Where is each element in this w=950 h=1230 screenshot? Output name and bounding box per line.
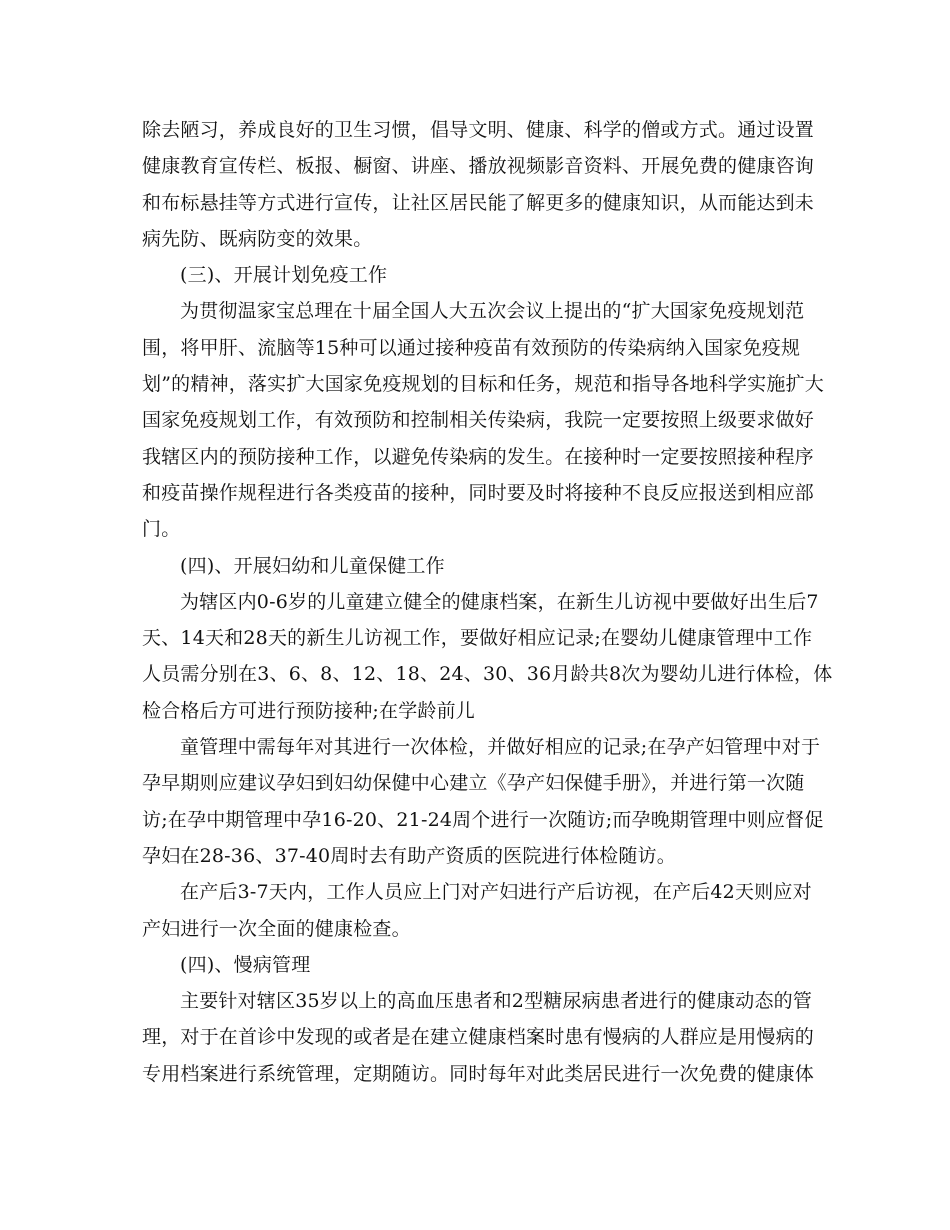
text-line: 孕早期则应建议孕妇到妇幼保健中心建立《孕产妇保健手册》，并进行第一次随	[142, 772, 805, 795]
text-line: 为贯彻温家宝总理在十届全国人大五次会议上提出的“扩大国家免疫规划范	[180, 300, 805, 323]
text-line: 专用档案进行系统管理，定期随访。同时每年对此类居民进行一次免费的健康体	[142, 1062, 815, 1085]
text-line: (四)、开展妇幼和儿童保健工作	[180, 554, 445, 577]
text-line: 孕妇在28-36、37-40周时去有助产资质的医院进行体检随访。	[142, 844, 676, 867]
text-line: (三)、开展计划免疫工作	[180, 264, 388, 287]
text-line: 围，将甲肝、流脑等15种可以通过接种疫苗有效预防的传染病纳入国家免疫规	[142, 336, 801, 359]
text-line: 我辖区内的预防接种工作，以避免传染病的发生。在接种时一定要按照接种程序	[142, 445, 815, 468]
text-line: 除去陋习，养成良好的卫生习惯，倡导文明、健康、科学的僧或方式。通过设置	[142, 119, 815, 141]
text-line: 和布标悬挂等方式进行宣传，让社区居民能了解更多的健康知识，从而能达到未	[142, 191, 815, 214]
text-line: 访;在孕中期管理中孕16-20、21-24周个进行一次随访;而孕晚期管理中则应督促	[142, 808, 824, 831]
text-line: 门。	[142, 518, 181, 541]
text-line: 在产后3-7天内，工作人员应上门对产妇进行产后访视，在产后42天则应对	[180, 881, 812, 904]
text-line: 健康教育宣传栏、板报、橱窗、讲座、播放视频影音资料、开展免费的健康咨询	[142, 155, 815, 178]
text-line: 国家免疫规划工作，有效预防和控制相关传染病，我院一定要按照上级要求做好	[142, 409, 815, 432]
text-line: 主要针对辖区35岁以上的高血压患者和2型糖尿病患者进行的健康动态的管	[180, 990, 813, 1013]
text-line: 检合格后方可进行预防接种;在学龄前儿	[142, 699, 476, 722]
document-body	[142, 112, 833, 1092]
text-line: 产妇进行一次全面的健康检查。	[142, 917, 411, 940]
text-line: 病先防、既病防变的效果。	[142, 227, 373, 250]
text-line: 为辖区内0-6岁的儿童建立健全的健康档案，在新生儿访视中要做好出生后7	[180, 590, 819, 613]
text-line: 理，对于在首诊中发现的或者是在建立健康档案时患有慢病的人群应是用慢病的	[142, 1026, 815, 1049]
text-line: (四)、慢病管理	[180, 953, 311, 976]
text-line: 人员需分别在3、6、8、12、18、24、30、36月龄共8次为婴幼儿进行体检，体	[142, 663, 833, 686]
text-line: 童管理中需每年对其进行一次体检，并做好相应的记录;在孕产妇管理中对于	[180, 736, 821, 759]
text-line: 划”的精神，落实扩大国家免疫规划的目标和任务，规范和指导各地科学实施扩大	[142, 373, 824, 396]
text-line: 和疫苗操作规程进行各类疫苗的接种，同时要及时将接种不良反应报送到相应部	[142, 481, 815, 504]
text-line: 天、14天和28天的新生儿访视工作，要做好相应记录;在婴幼儿健康管理中工作	[142, 627, 813, 650]
